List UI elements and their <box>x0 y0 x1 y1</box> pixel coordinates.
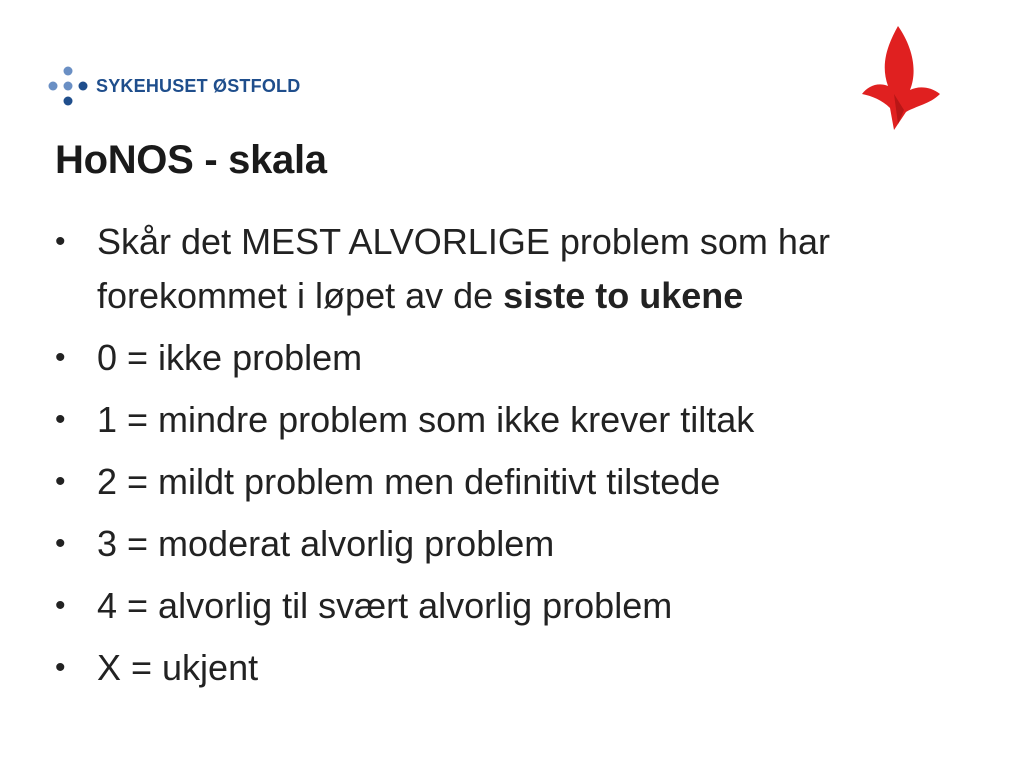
bullet-list <box>55 215 955 703</box>
bullet-dot-icon: • <box>55 651 66 684</box>
bullet-item <box>55 455 955 509</box>
bullet-item <box>55 641 955 695</box>
bullet-text: 1 = mindre problem som ikke krever tiltak <box>97 399 755 440</box>
logo-text: SYKEHUSET ØSTFOLD <box>96 75 301 96</box>
bullet-text: 4 = alvorlig til svært alvorlig problem <box>97 585 673 626</box>
bullet-text: 3 = moderat alvorlig problem <box>97 523 555 564</box>
bullet-dot-icon: • <box>55 341 66 374</box>
bullet-item <box>55 331 955 385</box>
bullet-text: 2 = mildt problem men definitivt tilstede <box>97 461 721 502</box>
bullet-item <box>55 215 955 323</box>
slide-title: HoNOS - skala <box>55 138 327 182</box>
sykehuset-ostfold-logo <box>48 66 300 106</box>
bullet-item <box>55 579 955 633</box>
bullet-dot-icon: • <box>55 527 66 560</box>
bullet-dot-icon: • <box>55 225 66 258</box>
bullet-bold-text: siste to ukene <box>503 275 744 316</box>
bullet-text: X = ukjent <box>97 647 259 688</box>
red-flame-emblem-icon <box>858 24 948 134</box>
bullet-dot-icon: • <box>55 403 66 436</box>
bullet-dot-icon: • <box>55 589 66 622</box>
logo-dots-icon <box>48 66 88 106</box>
bullet-dot-icon: • <box>55 465 66 498</box>
bullet-text: 0 = ikke problem <box>97 337 363 378</box>
bullet-item <box>55 393 955 447</box>
bullet-item <box>55 517 955 571</box>
bullet-text: Skår det MEST ALVORLIGE problem som har forekommet i løpet av de <box>97 221 830 316</box>
